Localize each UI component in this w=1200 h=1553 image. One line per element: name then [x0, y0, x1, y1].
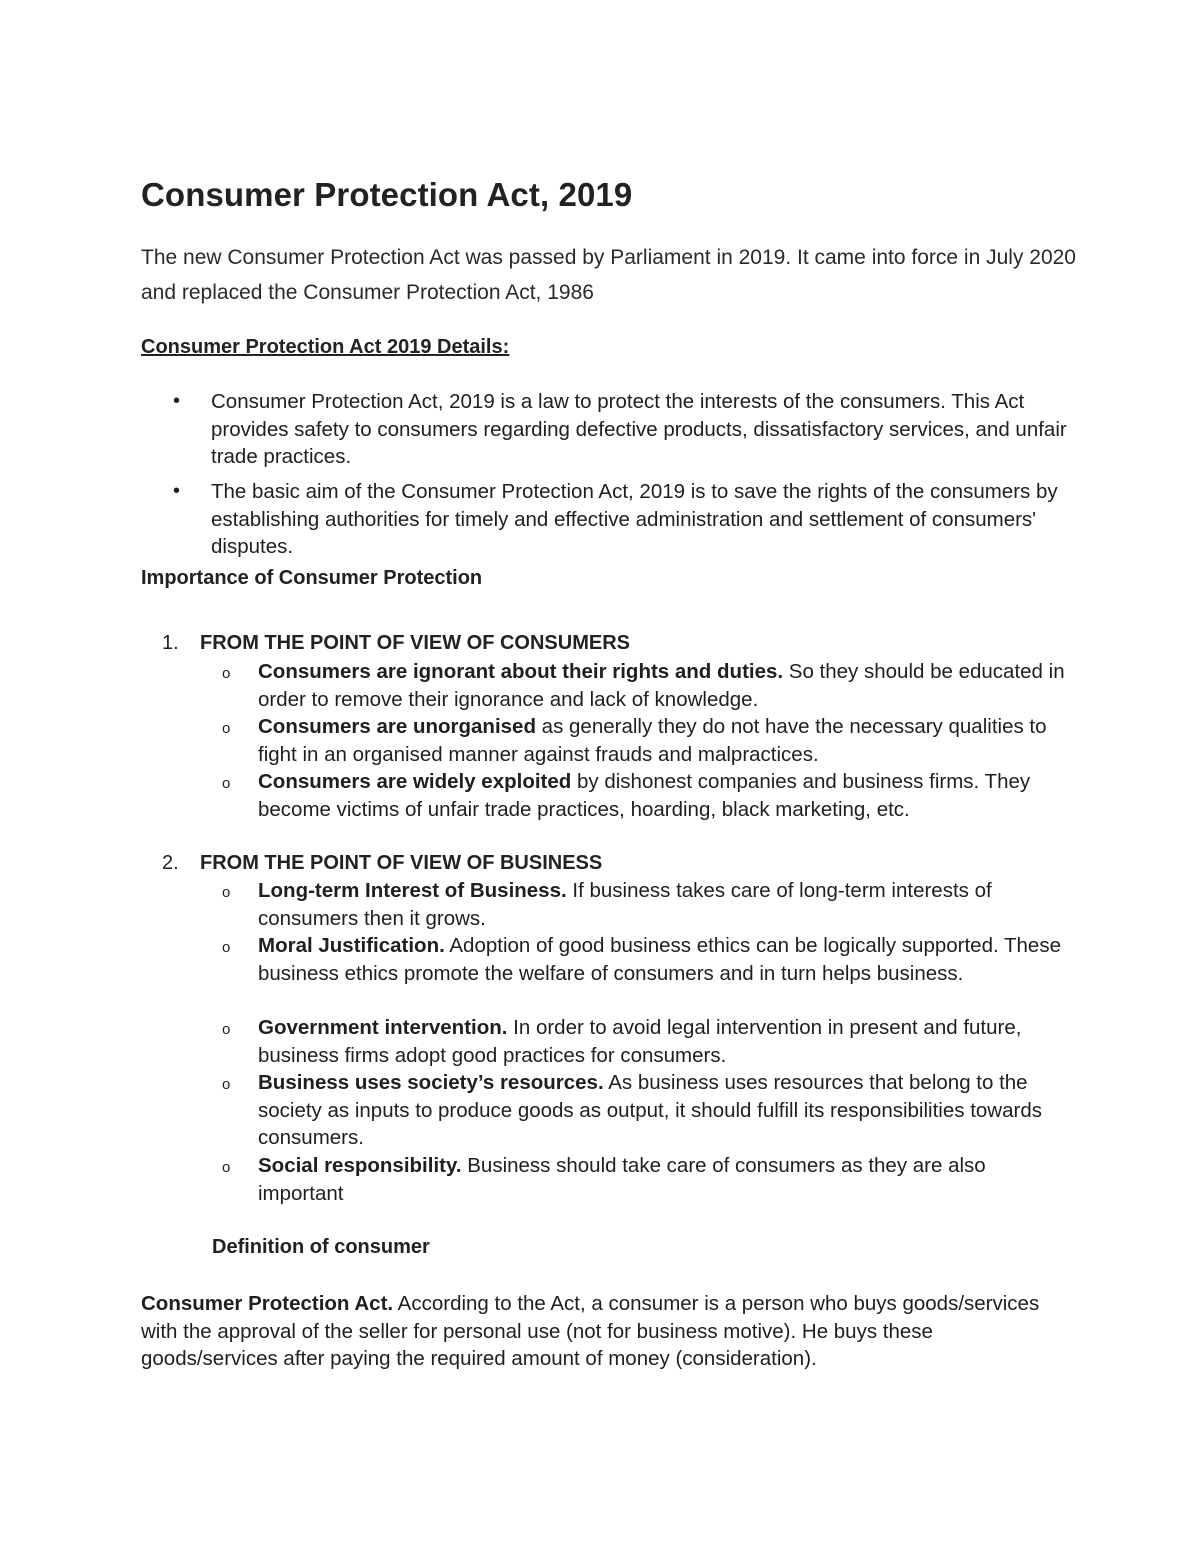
section-title: FROM THE POINT OF VIEW OF BUSINESS: [200, 852, 603, 874]
circle-bullet-icon: o: [222, 1159, 231, 1176]
item-text: Long-term Interest of Business. If business takes care of long-term interests of consumers then it grows.: [258, 879, 992, 930]
item-text: Consumers are widely exploited by dishonest companies and business firms. They become victims of unfair trade practices, hoarding, black marketing, etc.: [258, 770, 1031, 821]
circle-bullet-icon: o: [222, 775, 231, 792]
circle-bullet-icon: o: [222, 939, 231, 956]
details-heading: Consumer Protection Act 2019 Details:: [141, 336, 510, 358]
section-title: FROM THE POINT OF VIEW OF CONSUMERS: [200, 632, 630, 654]
circle-bullet-icon: o: [222, 720, 231, 737]
section-number: 2.: [162, 852, 179, 874]
item-text: Consumers are ignorant about their rights and duties. So they should be educated in order to remove their ignorance and lack of knowledge.: [258, 660, 1065, 711]
circle-bullet-icon: o: [222, 1076, 231, 1093]
item-text: Business uses society’s resources. As business uses resources that belong to the society as inputs to produce goods as output, it should fulfill its responsibilities towards consumers.: [258, 1071, 1042, 1149]
item-text: Government intervention. In order to avoid legal intervention in present and future, business firms adopt good practices for consumers.: [258, 1016, 1022, 1067]
bullet-icon: •: [173, 390, 181, 412]
bullet-icon: •: [173, 480, 181, 502]
item-text: Social responsibility. Business should take care of consumers as they are also important: [258, 1154, 986, 1205]
section-number: 1.: [162, 632, 179, 654]
definition-heading: Definition of consumer: [212, 1236, 430, 1258]
item-text: Moral Justification. Adoption of good business ethics can be logically supported. These business ethics promote the welfare of consumers and in turn helps business.: [258, 934, 1061, 985]
item-text: Consumers are unorganised as generally they do not have the necessary qualities to fight in an organised manner against frauds and malpractices.: [258, 715, 1047, 766]
document-title: Consumer Protection Act, 2019: [141, 176, 633, 213]
bullet-text: The basic aim of the Consumer Protection Act, 2019 is to save the rights of the consumers by establishing authorities for timely and effective administration and settlement of consumers' disputes.: [211, 480, 1058, 558]
circle-bullet-icon: o: [222, 1021, 231, 1038]
circle-bullet-icon: o: [222, 884, 231, 901]
importance-heading: Importance of Consumer Protection: [141, 567, 483, 589]
bullet-text: Consumer Protection Act, 2019 is a law to protect the interests of the consumers. This Act provides safety to consumers regarding defective products, dissatisfactory services, and unfair trade practices.: [211, 390, 1067, 468]
intro-paragraph: The new Consumer Protection Act was passed by Parliament in 2019. It came into force in July 2020 and replaced the Consumer Protection Act, 1986: [141, 246, 1076, 304]
definition-paragraph: Consumer Protection Act. According to the Act, a consumer is a person who buys goods/services with the approval of the seller for personal use (not for business motive). He buys these goods/services after paying the required amount of money (consideration).: [141, 1292, 1040, 1370]
circle-bullet-icon: o: [222, 665, 231, 682]
